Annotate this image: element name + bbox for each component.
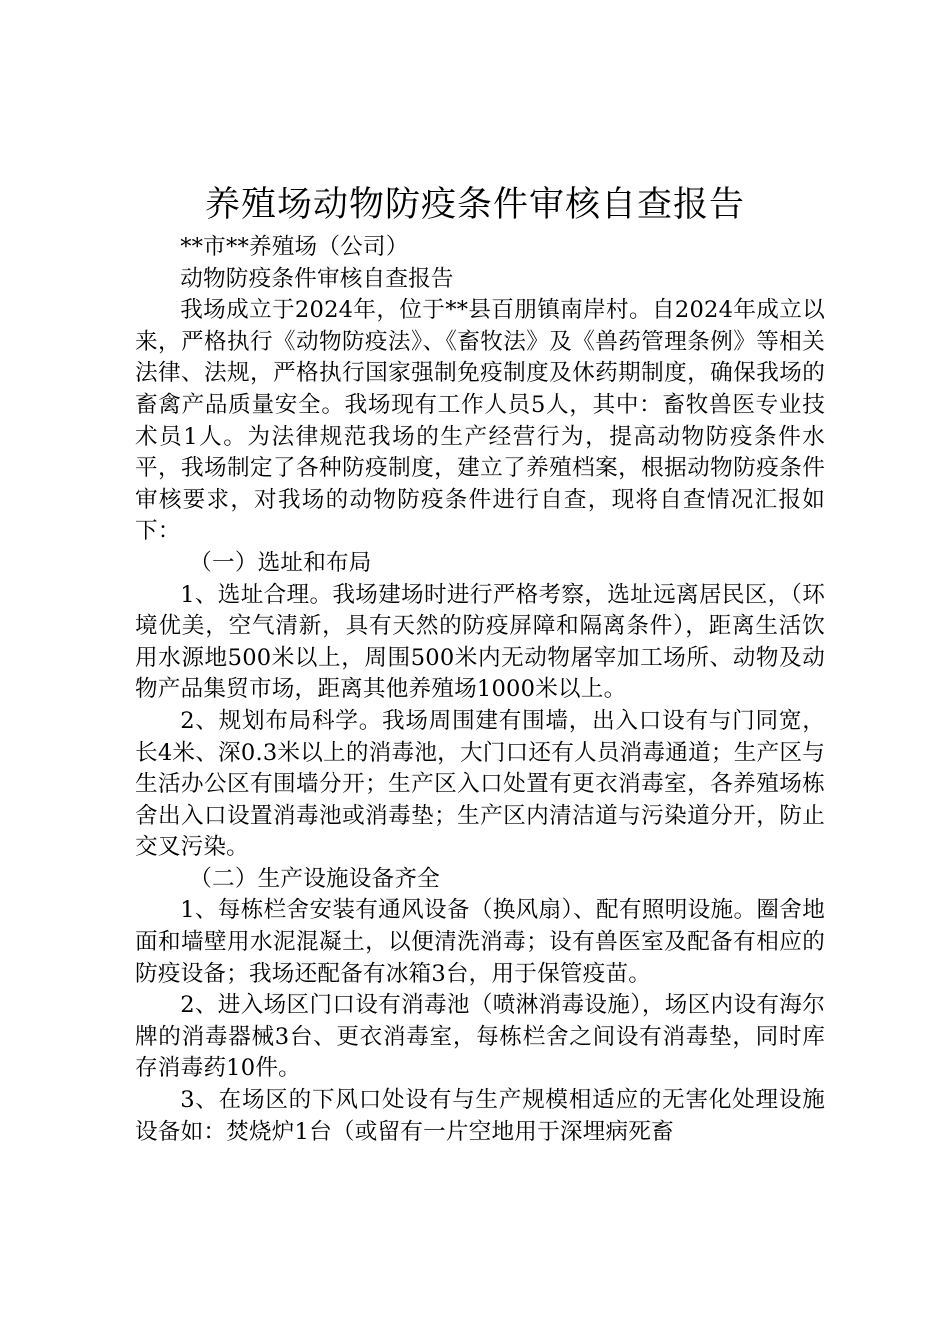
paragraph-harmless-treatment: 3、在场区的下风口处设有与生产规模相适应的无害化处理设施设备如：焚烧炉1台（或留有一片空地用于深埋病死畜 (135, 1087, 825, 1145)
intro-paragraph: 我场成立于2024年，位于**县百朋镇南岸村。自2024年成立以来，严格执行《动物防疫法》、《畜牧法》及《兽药管理条例》等相关法律、法规，严格执行国家强制免疫制度及休药期制度，确保我场的畜禽产品质量安全。我场现有工作人员5人，其中：畜牧兽医专业技术员1人。为法律规范我场的生产经营行为，提高动物防疫条件水平，我场制定了各种防疫制度，建立了养殖档案，根据动物防疫条件审核要求，对我场的动物防疫条件进行自查，现将自查情况汇报如下： (135, 297, 825, 545)
paragraph-ventilation: 1、每栋栏舍安装有通风设备（换风扇）、配有照明设施。圈舍地面和墙壁用水泥混凝土，以便清洗消毒；设有兽医室及配备有相应的防疫设备；我场还配备有冰箱3台，用于保管疫苗。 (135, 897, 825, 987)
document-body (135, 232, 825, 1148)
company-line: **市**养殖场（公司） (180, 234, 409, 260)
paragraph-disinfection: 2、进入场区门口设有消毒池（喷淋消毒设施），场区内设有海尔牌的消毒器械3台、更衣消毒室，每栋栏舍之间设有消毒垫，同时库存消毒药10件。 (135, 992, 825, 1082)
subtitle-line: 动物防疫条件审核自查报告 (180, 265, 454, 292)
section-heading-site-layout: （一）选址和布局 (189, 549, 372, 576)
paragraph-layout-planning: 2、规划布局科学。我场周围建有围墙，出入口设有与门同宽，长4米、深0.3米以上的消毒池，大门口还有人员消毒通道；生产区与生活办公区有围墙分开；生产区入口处置有更衣消毒室，各养殖场栋舍出入口设置消毒池或消毒垫；生产区内清洁道与污染道分开，防止交叉污染。 (135, 707, 825, 861)
paragraph-site-selection: 1、选址合理。我场建场时进行严格考察，选址远离居民区，（环境优美，空气清新，具有天然的防疫屏障和隔离条件），距离生活饮用水源地500米以上，周围500米内无动物屠宰加工场所、动物及动物产品集贸市场，距离其他养殖场1000米以上。 (135, 581, 825, 703)
document-title: 养殖场动物防疫条件审核自查报告 (204, 185, 745, 225)
section-heading-facilities: （二）生产设施设备齐全 (189, 865, 440, 892)
